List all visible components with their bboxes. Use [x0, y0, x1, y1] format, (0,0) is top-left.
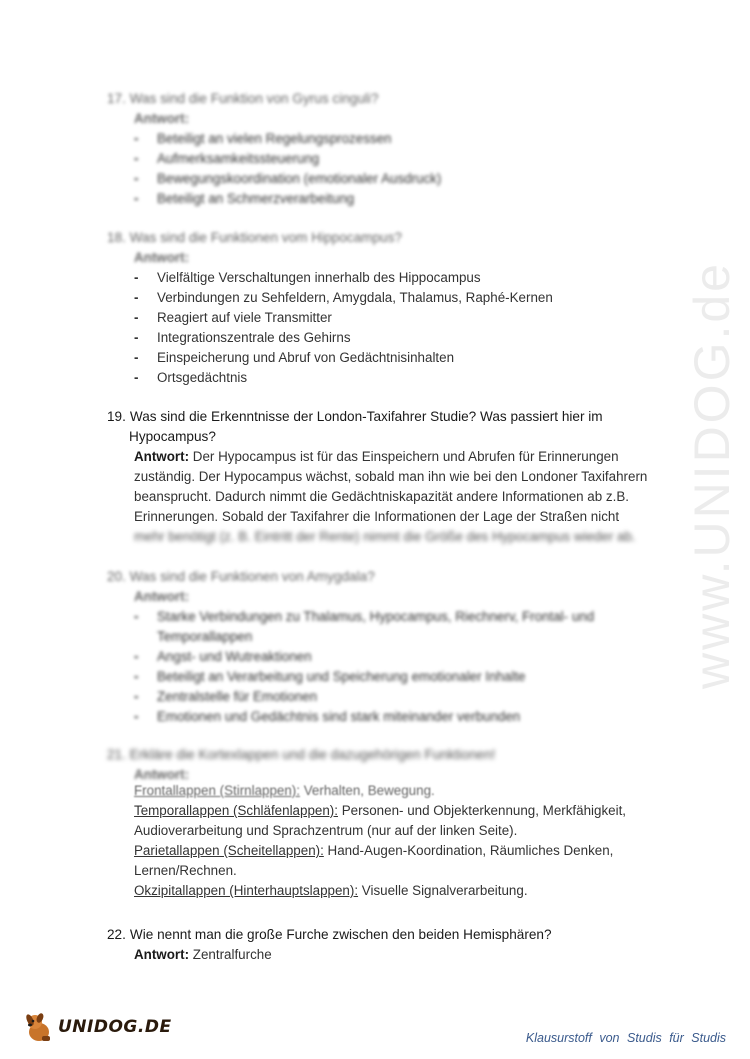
question-18-title: 18. Was sind die Funktionen vom Hippocampus?	[107, 230, 402, 245]
temporal-line-cont: Audioverarbeitung und Sprachzentrum (nur auf der linken Seite).	[134, 823, 518, 838]
list-item: - Bewegungskoordination (emotionaler Ausdruck)	[134, 169, 647, 189]
question-19-answer: Antwort: Der Hypocampus ist für das Einspeichern und Abrufen für Erinnerungen zuständig. Der Hypocampus wächst, sobald man ihn wie bei den Londoner Taxifahrern beansprucht. Dadurch nimmt die Gedächtniskapazität andere Informationen ab z.B. Erinnerungen. Sobald der Taxifahrer die Informationen der Lage der Straßen nicht mehr benötigt (z. B. Eintritt der Rente) nimmt die Größe des Hypocampus wieder ab.	[134, 449, 648, 544]
question-19-title: 19. Was sind die Erkenntnisse der London-Taxifahrer Studie? Was passiert hier im Hypocampus?	[107, 409, 603, 444]
question-21-answer-label: Antwort:	[134, 767, 190, 782]
question-17-answer-label: Antwort:	[134, 111, 190, 126]
question-17-title: 17. Was sind die Funktion von Gyrus cinguli?	[107, 91, 379, 106]
list-item: - Aufmerksamkeitssteuerung	[134, 149, 647, 169]
question-18	[107, 228, 647, 388]
list-item: - Integrationszentrale des Gehirns	[134, 328, 647, 348]
question-22-answer	[134, 945, 654, 965]
list-item: - Emotionen und Gedächtnis sind stark miteinander verbunden	[134, 707, 647, 727]
dog-mascot-icon	[22, 1010, 56, 1044]
list-item: - Reagiert auf viele Transmitter	[134, 308, 647, 328]
list-item: - Verbindungen zu Sehfeldern, Amygdala, Thalamus, Raphé-Kernen	[134, 288, 647, 308]
question-18-answer-label: Antwort:	[134, 250, 190, 265]
question-19	[107, 407, 647, 547]
question-20-title: 20. Was sind die Funktionen von Amygdala?	[107, 569, 375, 584]
question-17	[107, 89, 647, 209]
list-item: - Angst- und Wutreaktionen	[134, 647, 647, 667]
question-18-list	[107, 268, 647, 388]
list-item: - Vielfältige Verschaltungen innerhalb des Hippocampus	[134, 268, 647, 288]
watermark: www.UNIDOG.de	[684, 261, 740, 689]
answer-label: Antwort:	[134, 947, 190, 962]
logo-text: UNIDOG.DE	[58, 1017, 172, 1037]
list-item: - Beteiligt an vielen Regelungsprozessen	[134, 129, 647, 149]
list-item: - Ortsgedächtnis	[134, 368, 647, 388]
question-21-answer	[134, 781, 654, 901]
list-item: - Einspeicherung und Abruf von Gedächtnisinhalten	[134, 348, 647, 368]
question-20-list	[107, 607, 647, 727]
question-21-title: 21. Erkläre die Kortexlappen und die dazugehörigen Funktionen!	[107, 747, 496, 762]
footer-tagline: Klausurstoff von Studis für Studis	[525, 1031, 726, 1045]
list-item: - Beteiligt an Verarbeitung und Speicherung emotionaler Inhalte	[134, 667, 647, 687]
frontal-line: Frontallappen (Stirnlappen): Verhalten, Bewegung.	[134, 783, 435, 798]
unidog-logo	[22, 1010, 172, 1044]
parietal-line: Parietallappen (Scheitellappen): Hand-Augen-Koordination, Räumliches Denken,	[134, 843, 614, 858]
answer-text: Zentralfurche	[192, 947, 272, 962]
list-item: - Beteiligt an Schmerzverarbeitung	[134, 189, 647, 209]
question-21	[107, 745, 647, 901]
parietal-line-cont: Lernen/Rechnen.	[134, 863, 237, 878]
occipital-line: Okzipitallappen (Hinterhauptslappen): Visuelle Signalverarbeitung.	[134, 883, 528, 898]
question-17-list	[107, 129, 647, 209]
question-20	[107, 567, 647, 727]
question-20-answer-label: Antwort:	[134, 589, 190, 604]
temporal-line: Temporallappen (Schläfenlappen): Personen- und Objekterkennung, Merkfähigkeit,	[134, 803, 627, 818]
list-item: - Zentralstelle für Emotionen	[134, 687, 647, 707]
question-22	[107, 925, 647, 965]
answer-label: Antwort:	[134, 449, 190, 464]
question-22-title: 22. Wie nennt man die große Furche zwischen den beiden Hemisphären?	[107, 927, 552, 942]
list-item: - Starke Verbindungen zu Thalamus, Hypocampus, Riechnerv, Frontal- und Temporallappen	[134, 607, 647, 647]
